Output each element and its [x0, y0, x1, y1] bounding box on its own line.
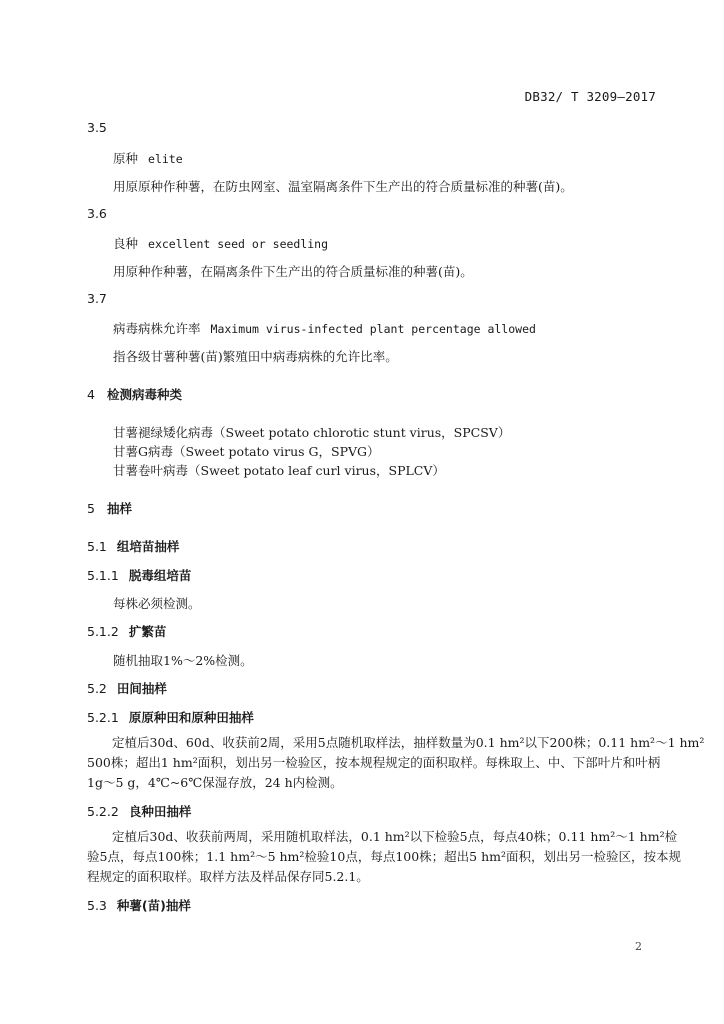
- subsection-title: 扩繁苗: [128, 624, 167, 639]
- term-cn: 病毒病株允许率: [113, 321, 201, 336]
- page-number: 2: [635, 940, 642, 953]
- term-heading: [113, 149, 183, 167]
- paragraph: 每株必须检测。: [113, 596, 201, 611]
- paragraph-line: 1g～5 g，4℃~6℃保湿存放，24 h内检测。: [87, 775, 343, 790]
- section-title: 检测病毒种类: [107, 387, 183, 402]
- subsection-title: 良种田抽样: [128, 804, 192, 819]
- clause-number: 3.5: [87, 120, 107, 135]
- subsection-heading: [87, 896, 191, 914]
- subsection-heading: [87, 679, 167, 697]
- virus-item: 甘薯G病毒（Sweet potato virus G，SPVG）: [113, 444, 380, 459]
- subsection-title: 组培苗抽样: [116, 539, 180, 554]
- section-number: 5: [87, 501, 95, 516]
- subsection-title: 脱毒组培苗: [128, 568, 192, 583]
- paragraph-line: 验5点，每点100株；1.1 hm²～5 hm²检验10点，每点100株；超出5 hm²面积，划出另一检验区，按本规: [87, 849, 682, 864]
- section-title: 抽样: [107, 501, 133, 516]
- paragraph-line: 程规定的面积取样。取样方法及样品保存同5.2.1。: [87, 869, 369, 884]
- subsection-heading: [87, 622, 166, 640]
- term-definition: 用原种作种薯，在隔离条件下生产出的符合质量标准的种薯(苗)。: [113, 264, 473, 279]
- document-code: DB32/ T 3209—2017: [524, 89, 656, 104]
- subsection-heading: [87, 708, 254, 726]
- paragraph-line: 定植后30d、收获前两周，采用随机取样法，0.1 hm²以下检验5点，每点40株；0.11 hm²～1 hm²检: [87, 829, 678, 844]
- term-definition: 用原原种作种薯，在防虫网室、温室隔离条件下生产出的符合质量标准的种薯(苗)。: [113, 179, 573, 194]
- subsection-number: 5.2.2: [87, 804, 119, 819]
- term-cn: 原种: [113, 151, 139, 166]
- subsection-number: 5.3: [87, 898, 107, 913]
- paragraph-line: 500株；超出1 hm²面积，划出另一检验区，按本规程规定的面积取样。每株取上、中、下部叶片和叶柄: [87, 755, 661, 770]
- paragraph-line: 定植后30d、60d、收获前2周，采用5点随机取样法，抽样数量为0.1 hm²以下200株；0.11 hm²～1 hm²: [87, 735, 705, 750]
- virus-item: 甘薯褪绿矮化病毒（Sweet potato chlorotic stunt virus，SPCSV）: [113, 425, 511, 440]
- virus-item: 甘薯卷叶病毒（Sweet potato leaf curl virus，SPLCV）: [113, 463, 445, 478]
- subsection-title: 原原种田和原种田抽样: [128, 710, 254, 725]
- term-en: elite: [148, 152, 183, 166]
- term-heading: [113, 319, 536, 337]
- subsection-number: 5.1.2: [87, 624, 119, 639]
- section-heading: [87, 385, 182, 403]
- paragraph: 随机抽取1%～2%检测。: [113, 653, 253, 668]
- term-cn: 良种: [113, 236, 139, 251]
- subsection-number: 5.2.1: [87, 710, 119, 725]
- subsection-heading: [87, 566, 191, 584]
- section-number: 4: [87, 387, 95, 402]
- term-definition: 指各级甘薯种薯(苗)繁殖田中病毒病株的允许比率。: [113, 349, 398, 364]
- subsection-number: 5.1.1: [87, 568, 119, 583]
- term-en: Maximum virus-infected plant percentage allowed: [210, 322, 536, 336]
- clause-number: 3.6: [87, 206, 107, 221]
- subsection-number: 5.1: [87, 539, 107, 554]
- subsection-heading: [87, 802, 191, 820]
- clause-number: 3.7: [87, 291, 107, 306]
- paragraph: [87, 733, 705, 793]
- section-heading: [87, 499, 132, 517]
- subsection-title: 种薯(苗)抽样: [116, 898, 191, 913]
- subsection-number: 5.2: [87, 681, 107, 696]
- term-en: excellent seed or seedling: [148, 237, 329, 251]
- subsection-title: 田间抽样: [116, 681, 167, 696]
- subsection-heading: [87, 537, 179, 555]
- paragraph: [87, 827, 682, 887]
- term-heading: [113, 234, 328, 252]
